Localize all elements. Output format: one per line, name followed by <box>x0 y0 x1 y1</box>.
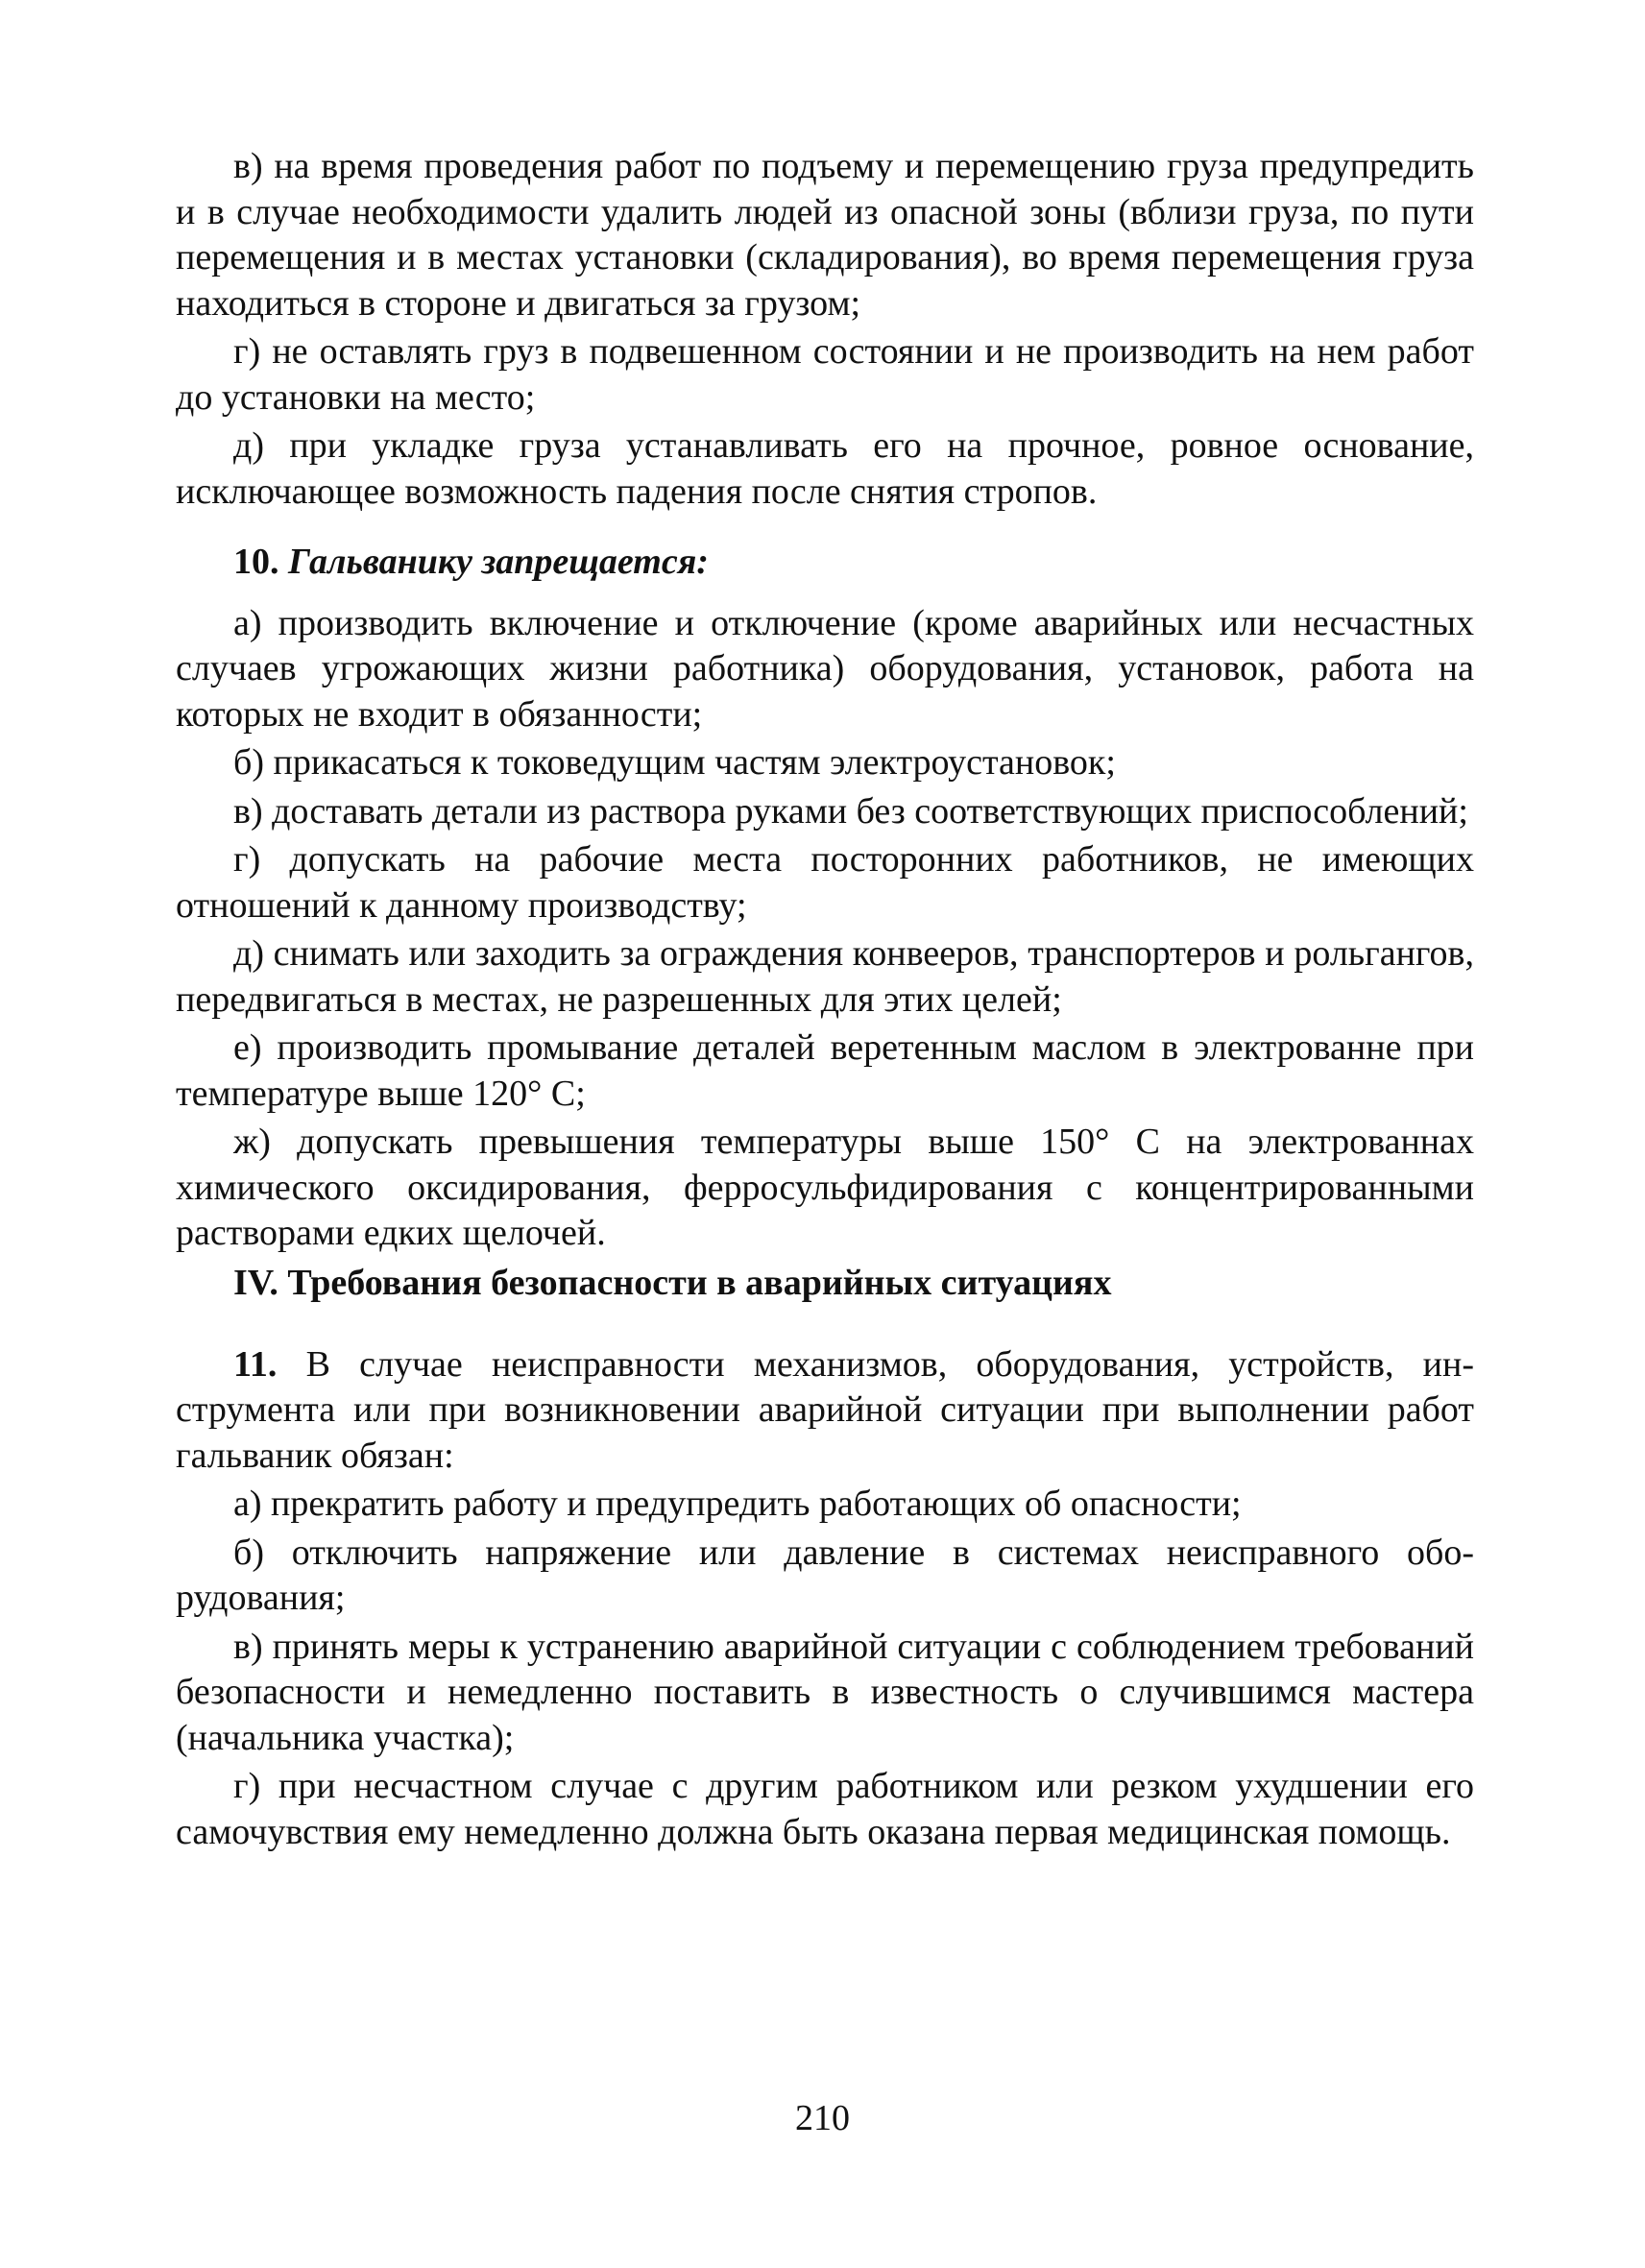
paragraph-item-10-v: в) доставать детали из раствора руками без соответствующих приспособлений; <box>233 790 1468 832</box>
item-10-title: Гальванику запрещается: <box>288 542 709 582</box>
item-11-intro <box>176 1342 1474 1480</box>
paragraph-item-9-d: д) при укладке груза устанавливать его на прочное, ровное основание, исключающее возможность падения после снятия стропов. <box>176 425 1474 512</box>
paragraph-item-10-g: г) допускать на рабочие места посторонних работников, не имеющих отношений к данному производству; <box>176 839 1474 926</box>
section-4-heading: IV. Требования безопасности в аварийных ситуациях <box>233 1262 1112 1303</box>
paragraph-item-10-a: а) производить включение и отключение (кроме аварийных или несчастных случаев угрожающих жизни работника) оборудования, установок, работа на которых не входит в обязанности; <box>176 602 1474 735</box>
paragraph-item-11-v: в) принять меры к устранению аварийной ситуации с соблюдением требований безопасности и немедленно поставить в известность о случившимся мастера (начальника участка); <box>176 1626 1474 1758</box>
paragraph-item-10-e: е) производить промывание деталей веретенным маслом в электрованне при температуре выше 120° С; <box>176 1027 1474 1114</box>
paragraph-item-9-v: в) на время проведения работ по подъему и перемещению груза предупредить и в случае необходимости удалить людей из опасной зоны (вблизи груза, по пути перемещения и в местах установки (складирования), во время перемещения груза находиться в стороне и двигаться за грузом; <box>176 146 1474 324</box>
paragraph-item-10-zh: ж) допускать превышения температуры выше 150° С на электрованнах химического оксидирования, ферросульфидирования с концентрированными растворами едких щелочей. <box>176 1122 1474 1253</box>
item-11-intro-text: В случае неисправности механизмов, оборудования, устройств, инструмента или при возникновении аварийной ситуации при выполнении работ гальваник обязан: <box>176 1343 1474 1476</box>
paragraph-item-10-b: б) прикасаться к токоведущим частям электроустановок; <box>233 742 1116 783</box>
paragraph-item-11-b: б) отключить напряжение или давление в системах неисправного оборудования; <box>176 1532 1474 1618</box>
page-number: 210 <box>795 2098 850 2138</box>
paragraph-item-11-g: г) при несчастном случае с другим работником или резком ухудшении его самочувствия ему немедленно должна быть оказана первая медицинская помощь. <box>176 1766 1474 1852</box>
paragraph-item-9-g: г) не оставлять груз в подвешенном состоянии и не производить на нем работ до установки на место; <box>176 331 1474 418</box>
paragraph-item-11-a: а) прекратить работу и предупредить работающих об опасности; <box>233 1484 1242 1524</box>
paragraph-item-10-d: д) снимать или заходить за ограждения конвееров, транспортеров и рольгангов, передвигаться в местах, не разрешенных для этих целей; <box>176 933 1474 1020</box>
document-page <box>176 144 1474 1858</box>
item-10-number: 10. <box>233 542 279 582</box>
item-10-heading <box>176 540 1474 586</box>
item-11-number: 11. <box>233 1343 278 1385</box>
